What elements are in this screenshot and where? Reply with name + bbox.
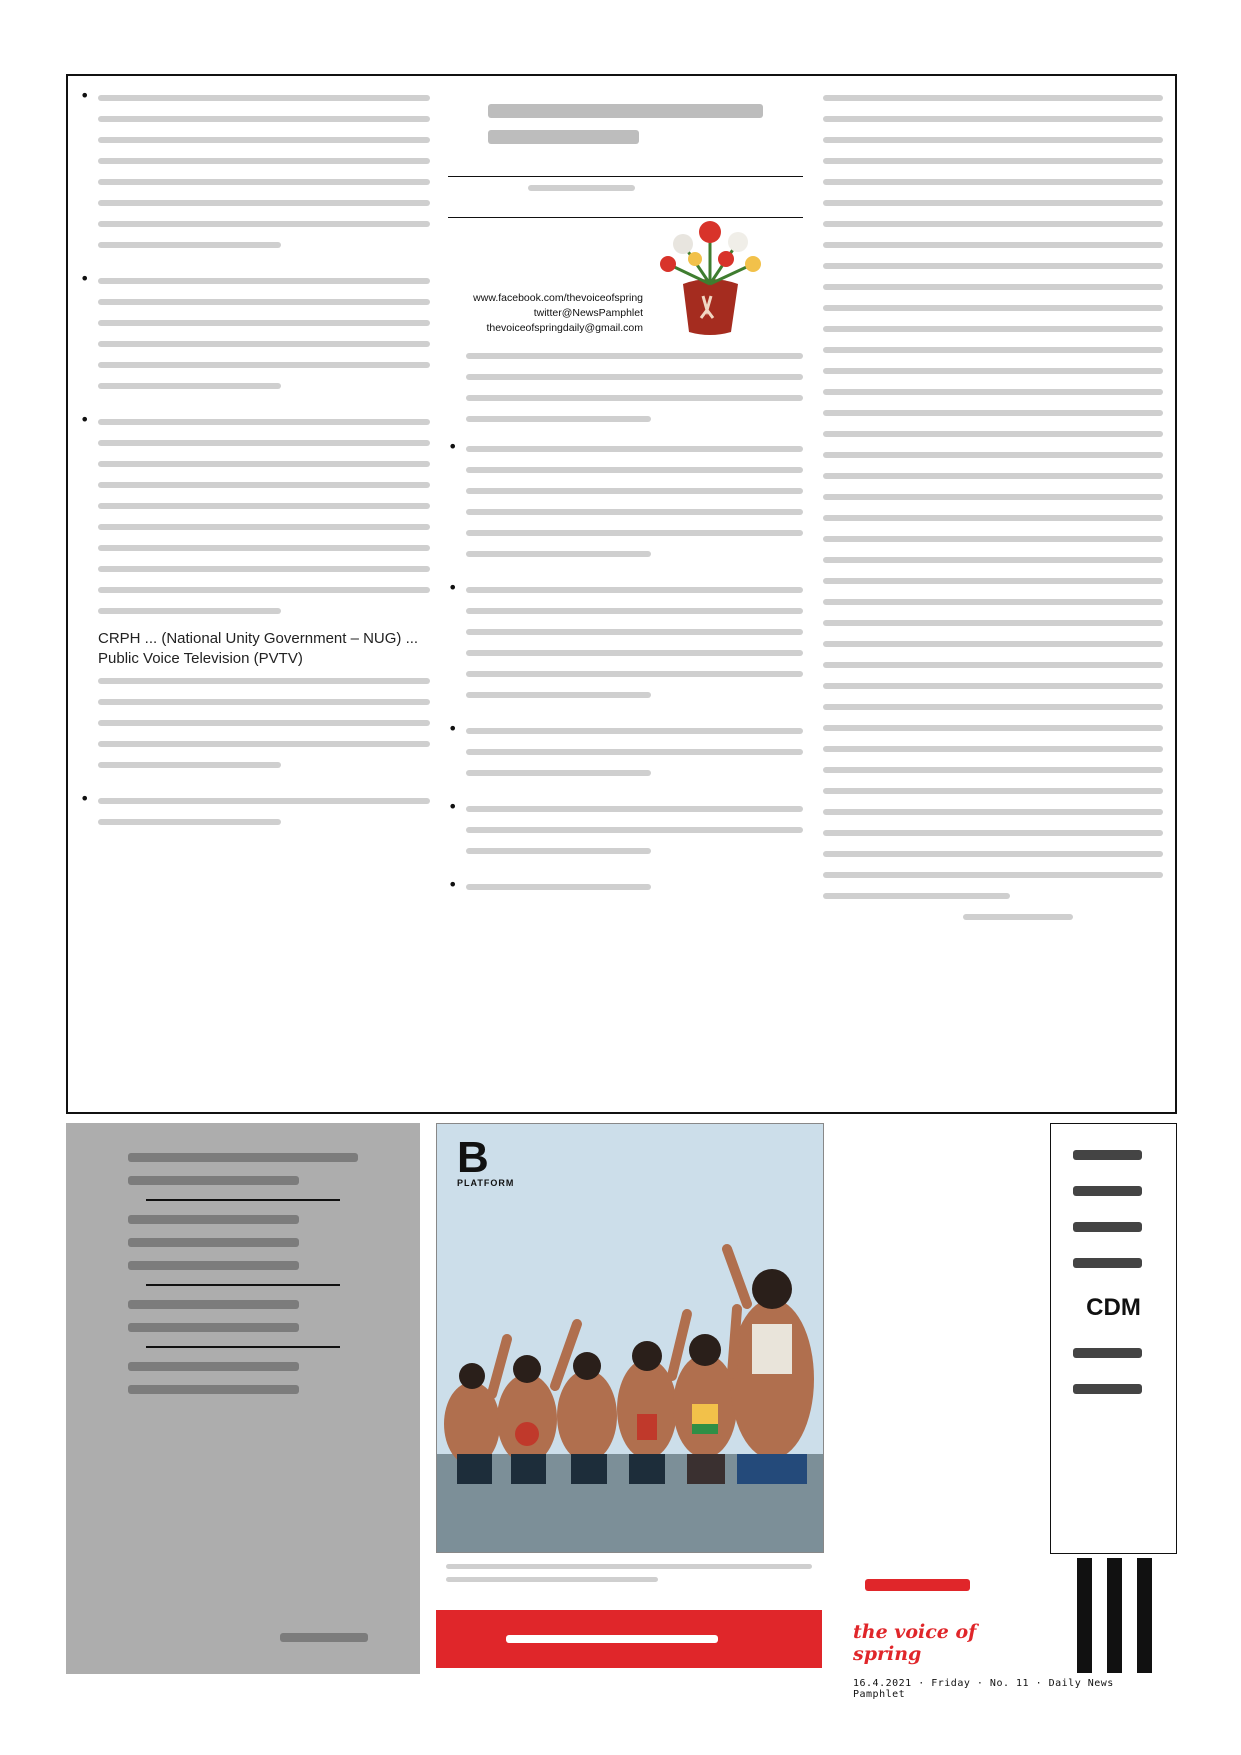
text-placeholder-line xyxy=(466,551,651,557)
platform-logo-text: PLATFORM xyxy=(457,1178,515,1188)
text-placeholder-line xyxy=(98,699,430,705)
flower-pot-icon xyxy=(643,214,778,339)
text-placeholder-line xyxy=(280,1633,368,1642)
news-item-text xyxy=(466,437,803,572)
bullet-icon: • xyxy=(80,410,90,429)
text-placeholder-line xyxy=(823,305,1163,311)
text-placeholder-line xyxy=(823,200,1163,206)
warrant-label xyxy=(88,1362,398,1371)
text-placeholder-line xyxy=(98,299,430,305)
text-placeholder-line xyxy=(823,452,1163,458)
text-placeholder-line xyxy=(1073,1258,1142,1268)
side-box-line xyxy=(1051,1384,1176,1394)
bullet-icon: • xyxy=(448,797,458,816)
news-item-text xyxy=(466,353,803,422)
divider xyxy=(146,1346,340,1348)
bullet-icon: • xyxy=(80,86,90,105)
text-placeholder-line xyxy=(98,278,430,284)
masthead xyxy=(448,86,803,344)
text-placeholder-line xyxy=(823,683,1163,689)
text-placeholder-line xyxy=(1073,1222,1142,1232)
bar-icon xyxy=(1107,1558,1122,1673)
text-placeholder-line xyxy=(823,410,1163,416)
text-placeholder-line xyxy=(98,741,430,747)
text-placeholder-line xyxy=(466,488,803,494)
arrested-value xyxy=(88,1323,398,1332)
text-placeholder-line xyxy=(823,788,1163,794)
news-item xyxy=(448,797,803,869)
right-credit xyxy=(963,914,1163,920)
text-placeholder-line xyxy=(466,374,803,380)
text-placeholder-line xyxy=(98,137,430,143)
left-column xyxy=(80,86,430,1100)
text-placeholder-line xyxy=(98,158,430,164)
text-placeholder-line xyxy=(823,809,1163,815)
text-placeholder-line xyxy=(823,368,1163,374)
three-fingers-icon xyxy=(1077,1558,1157,1673)
text-placeholder-line xyxy=(98,383,281,389)
text-placeholder-line xyxy=(98,242,281,248)
text-placeholder-line xyxy=(823,389,1163,395)
text-placeholder-line xyxy=(865,1579,970,1591)
text-placeholder-line xyxy=(128,1362,299,1371)
text-placeholder-line xyxy=(98,482,430,488)
news-item xyxy=(448,437,803,572)
text-placeholder-line xyxy=(466,770,651,776)
side-box-line xyxy=(1051,1348,1176,1358)
text-placeholder-line xyxy=(823,725,1163,731)
text-placeholder-line xyxy=(823,158,1163,164)
text-placeholder-line xyxy=(128,1385,299,1394)
text-placeholder-line xyxy=(823,851,1163,857)
facebook-link[interactable]: www.facebook.com/thevoiceofspring xyxy=(473,292,643,304)
text-placeholder-line xyxy=(488,104,763,118)
text-placeholder-line xyxy=(823,767,1163,773)
news-item-text xyxy=(98,789,430,840)
text-placeholder-line xyxy=(823,893,1010,899)
text-placeholder-line xyxy=(98,221,430,227)
killed-note xyxy=(88,1261,398,1270)
divider xyxy=(448,176,803,177)
text-placeholder-line xyxy=(823,347,1163,353)
issue-footer: 16.4.2021 · Friday · No. 11 · Daily News Pamphlet xyxy=(853,1678,1114,1700)
text-placeholder-line xyxy=(823,284,1163,290)
stats-period xyxy=(88,1153,398,1185)
text-placeholder-line xyxy=(466,629,803,635)
bar-icon xyxy=(1137,1558,1152,1673)
text-placeholder-line xyxy=(98,819,281,825)
text-placeholder-line xyxy=(1073,1384,1142,1394)
text-placeholder-line xyxy=(98,545,430,551)
text-placeholder-line xyxy=(98,587,430,593)
text-placeholder-line xyxy=(823,95,1163,101)
text-placeholder-line xyxy=(98,200,430,206)
text-placeholder-line xyxy=(823,578,1163,584)
stats-panel xyxy=(66,1123,420,1674)
bullet-icon: • xyxy=(448,875,458,894)
text-placeholder-line xyxy=(98,608,281,614)
news-item-text xyxy=(466,797,803,869)
masthead-title xyxy=(488,104,763,166)
text-placeholder-line xyxy=(466,884,651,890)
news-item-text xyxy=(98,86,430,263)
text-placeholder-line xyxy=(823,599,1163,605)
bullet-icon: • xyxy=(448,719,458,738)
text-placeholder-line xyxy=(128,1176,299,1185)
text-placeholder-line xyxy=(98,320,430,326)
bullet-icon: • xyxy=(448,578,458,597)
text-placeholder-line xyxy=(466,806,803,812)
text-placeholder-line xyxy=(823,557,1163,563)
text-placeholder-line xyxy=(128,1238,299,1247)
brand-logo xyxy=(853,1565,1043,1670)
bullet-icon: • xyxy=(448,437,458,456)
text-placeholder-line xyxy=(488,130,639,144)
news-item-text xyxy=(466,875,803,905)
text-placeholder-line xyxy=(823,515,1163,521)
text-placeholder-line xyxy=(466,848,651,854)
text-placeholder-line xyxy=(506,1635,718,1643)
text-placeholder-line xyxy=(466,749,803,755)
photo-caption xyxy=(436,1556,822,1590)
platform-logo-letter: B xyxy=(457,1133,489,1182)
text-placeholder-line xyxy=(98,116,430,122)
side-box-line xyxy=(1051,1222,1176,1232)
stats-credit xyxy=(240,1619,400,1656)
text-placeholder-line xyxy=(466,692,651,698)
text-placeholder-line xyxy=(128,1153,358,1162)
text-placeholder-line xyxy=(98,341,430,347)
text-placeholder-line xyxy=(128,1215,299,1224)
text-placeholder-line xyxy=(466,446,803,452)
text-placeholder-line xyxy=(823,494,1163,500)
side-box-line xyxy=(1051,1186,1176,1196)
right-column xyxy=(823,86,1163,1100)
bar-icon xyxy=(1077,1558,1092,1673)
text-placeholder-line xyxy=(1073,1150,1142,1160)
text-placeholder-line xyxy=(98,179,430,185)
text-placeholder-line xyxy=(98,503,430,509)
brand-name-english: the voice of spring xyxy=(853,1621,977,1665)
news-item xyxy=(80,789,430,840)
text-placeholder-line xyxy=(466,650,803,656)
text-placeholder-line xyxy=(1073,1348,1142,1358)
news-item xyxy=(448,578,803,713)
bullet-icon: • xyxy=(80,789,90,808)
text-placeholder-line xyxy=(98,566,430,572)
platform-logo xyxy=(457,1133,515,1188)
news-frame xyxy=(66,74,1177,1114)
text-placeholder-line xyxy=(466,827,803,833)
brand-name-myanmar xyxy=(853,1579,1043,1619)
text-placeholder-line xyxy=(823,620,1163,626)
text-placeholder-line xyxy=(466,587,803,593)
news-item xyxy=(80,86,430,263)
text-placeholder-line xyxy=(963,914,1073,920)
side-box-cdm: CDM xyxy=(1086,1294,1141,1321)
text-placeholder-line xyxy=(446,1577,658,1582)
text-placeholder-line xyxy=(466,509,803,515)
slogan-banner xyxy=(436,1610,822,1668)
side-box-line xyxy=(1051,1258,1176,1268)
news-item-text xyxy=(823,95,1163,899)
text-placeholder-line xyxy=(466,671,803,677)
text-placeholder-line xyxy=(823,242,1163,248)
text-placeholder-line xyxy=(128,1300,299,1309)
text-placeholder-line xyxy=(466,416,651,422)
text-placeholder-line xyxy=(823,116,1163,122)
middle-column xyxy=(448,86,803,1100)
text-placeholder-line xyxy=(823,263,1163,269)
text-placeholder-line xyxy=(98,762,281,768)
twitter-handle[interactable]: twitter@NewsPamphlet xyxy=(533,307,643,319)
text-placeholder-line xyxy=(466,353,803,359)
text-placeholder-line xyxy=(98,95,430,101)
text-placeholder-line xyxy=(466,467,803,473)
news-item xyxy=(448,875,803,905)
text-placeholder-line xyxy=(823,221,1163,227)
text-placeholder-line xyxy=(823,536,1163,542)
news-item xyxy=(80,410,430,783)
news-item-text xyxy=(98,410,430,783)
text-placeholder-line xyxy=(466,608,803,614)
text-placeholder-line xyxy=(823,704,1163,710)
divider xyxy=(146,1284,340,1286)
text-placeholder-line xyxy=(98,798,430,804)
slogan-text xyxy=(436,1635,822,1643)
text-placeholder-line xyxy=(128,1323,299,1332)
text-placeholder-line xyxy=(1073,1186,1142,1196)
text-placeholder-line xyxy=(466,395,803,401)
text-placeholder-line xyxy=(98,720,430,726)
text-placeholder-line xyxy=(466,530,803,536)
arrested-label xyxy=(88,1300,398,1309)
protest-photo xyxy=(436,1123,824,1553)
warrant-value xyxy=(88,1385,398,1394)
text-placeholder-line xyxy=(823,746,1163,752)
email-address[interactable]: thevoiceofspringdaily@gmail.com xyxy=(486,322,643,334)
text-placeholder-line xyxy=(98,419,430,425)
text-placeholder-line xyxy=(823,830,1163,836)
middle-body xyxy=(448,344,803,911)
text-placeholder-line xyxy=(446,1564,812,1569)
text-placeholder-line xyxy=(823,641,1163,647)
text-placeholder-line xyxy=(128,1261,299,1270)
news-item-text xyxy=(98,269,430,404)
bullet-icon: • xyxy=(80,269,90,288)
news-item-text xyxy=(466,719,803,791)
text-placeholder-line xyxy=(98,524,430,530)
news-item-latin: CRPH ... (National Unity Government – NUG) ... Public Voice Television (PVTV) xyxy=(98,630,419,667)
text-placeholder-line xyxy=(823,326,1163,332)
text-placeholder-line xyxy=(823,662,1163,668)
text-placeholder-line xyxy=(823,473,1163,479)
text-placeholder-line xyxy=(98,440,430,446)
divider xyxy=(146,1199,340,1201)
side-box-line xyxy=(1051,1150,1176,1160)
text-placeholder-line xyxy=(823,137,1163,143)
masthead-contacts xyxy=(448,291,643,336)
news-item xyxy=(80,269,430,404)
text-placeholder-line xyxy=(823,872,1163,878)
news-item-text xyxy=(466,578,803,713)
killed-value xyxy=(88,1238,398,1247)
text-placeholder-line xyxy=(466,728,803,734)
text-placeholder-line xyxy=(528,185,635,191)
protest-photo-image xyxy=(437,1124,823,1552)
killed-label xyxy=(88,1215,398,1224)
text-placeholder-line xyxy=(98,678,430,684)
text-placeholder-line xyxy=(823,179,1163,185)
cdm-side-box xyxy=(1050,1123,1177,1554)
masthead-date xyxy=(528,185,723,207)
text-placeholder-line xyxy=(823,431,1163,437)
text-placeholder-line xyxy=(98,362,430,368)
news-item xyxy=(448,719,803,791)
text-placeholder-line xyxy=(98,461,430,467)
